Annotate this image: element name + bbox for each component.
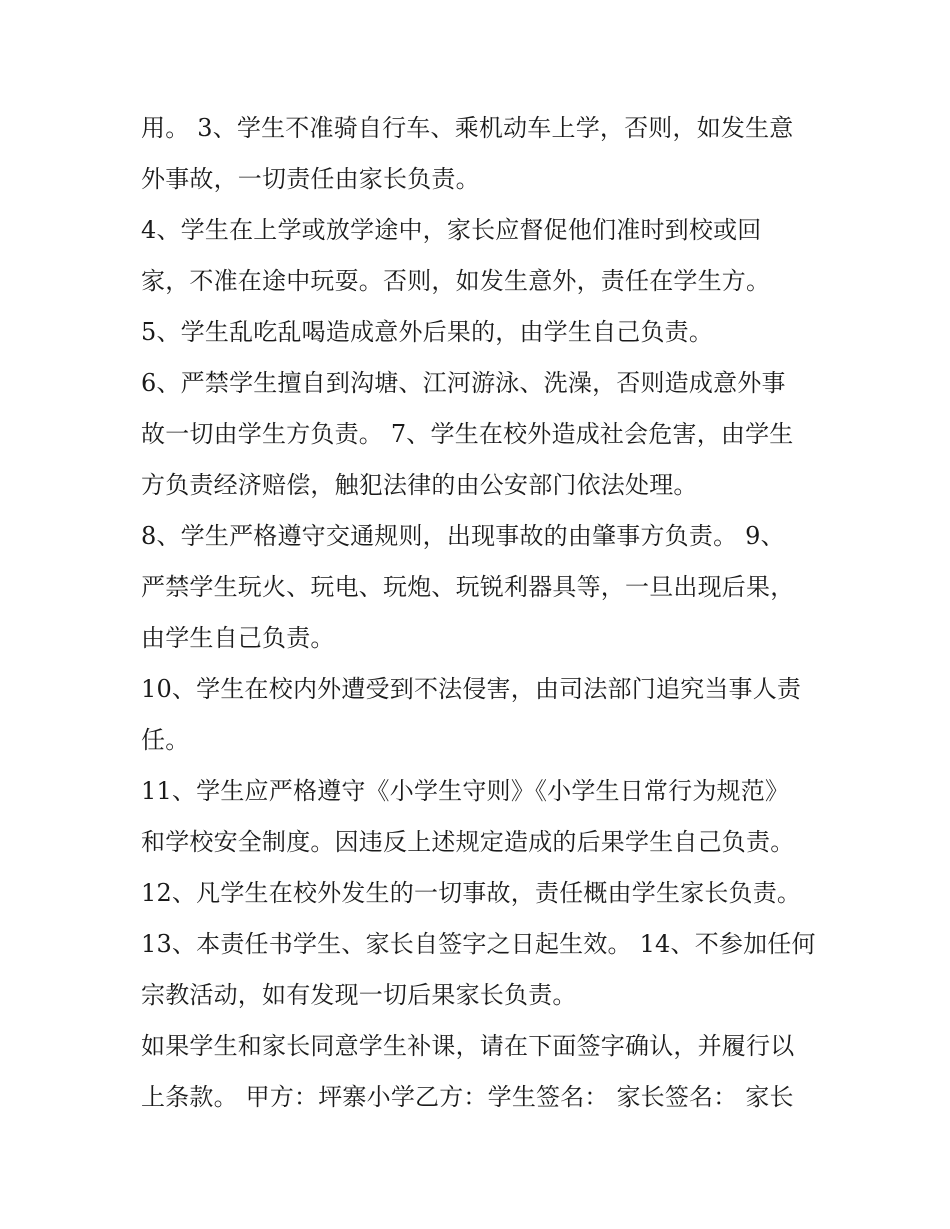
text-line: 宗教活动，如有发现一切后果家长负责。 — [141, 981, 577, 1009]
text-line: 上条款。 甲方：坪寨小学乙方：学生签名： 家长签名： 家长 — [141, 1083, 794, 1111]
text-line: 外事故，一切责任由家长负责。 — [141, 165, 480, 193]
text-line: 任。 — [141, 726, 190, 754]
text-line: 10、学生在校内外遭受到不法侵害，由司法部门追究当事人责 — [141, 675, 802, 703]
text-line: 13、本责任书学生、家长自签字之日起生效。 14、不参加任何 — [141, 930, 816, 958]
document-body — [141, 103, 831, 1123]
text-line: 6、严禁学生擅自到沟塘、江河游泳、洗澡，否则造成意外事 — [141, 369, 786, 397]
text-line: 11、学生应严格遵守《小学生守则》《小学生日常行为规范》 — [141, 777, 790, 805]
text-line: 12、凡学生在校外发生的一切事故，责任概由学生家长负责。 — [141, 879, 802, 907]
text-line: 方负责经济赔偿，触犯法律的由公安部门依法处理。 — [141, 471, 698, 499]
text-line: 家，不准在途中玩耍。否则，如发生意外，责任在学生方。 — [141, 267, 771, 295]
text-line: 和学校安全制度。因违反上述规定造成的后果学生自己负责。 — [141, 828, 795, 856]
text-line: 故一切由学生方负责。 7、学生在校外造成社会危害，由学生 — [141, 420, 794, 448]
text-line: 由学生自己负责。 — [141, 624, 335, 652]
text-line: 用。 3、学生不准骑自行车、乘机动车上学，否则，如发生意 — [141, 114, 794, 142]
text-line: 如果学生和家长同意学生补课，请在下面签字确认，并履行以 — [141, 1032, 795, 1060]
text-line: 严禁学生玩火、玩电、玩炮、玩锐利器具等，一旦出现后果， — [141, 573, 795, 601]
text-line: 4、学生在上学或放学途中，家长应督促他们准时到校或回 — [141, 216, 762, 244]
text-line: 8、学生严格遵守交通规则，出现事故的由肇事方负责。 9、 — [141, 522, 785, 550]
text-line: 5、学生乱吃乱喝造成意外后果的，由学生自己负责。 — [141, 318, 714, 346]
